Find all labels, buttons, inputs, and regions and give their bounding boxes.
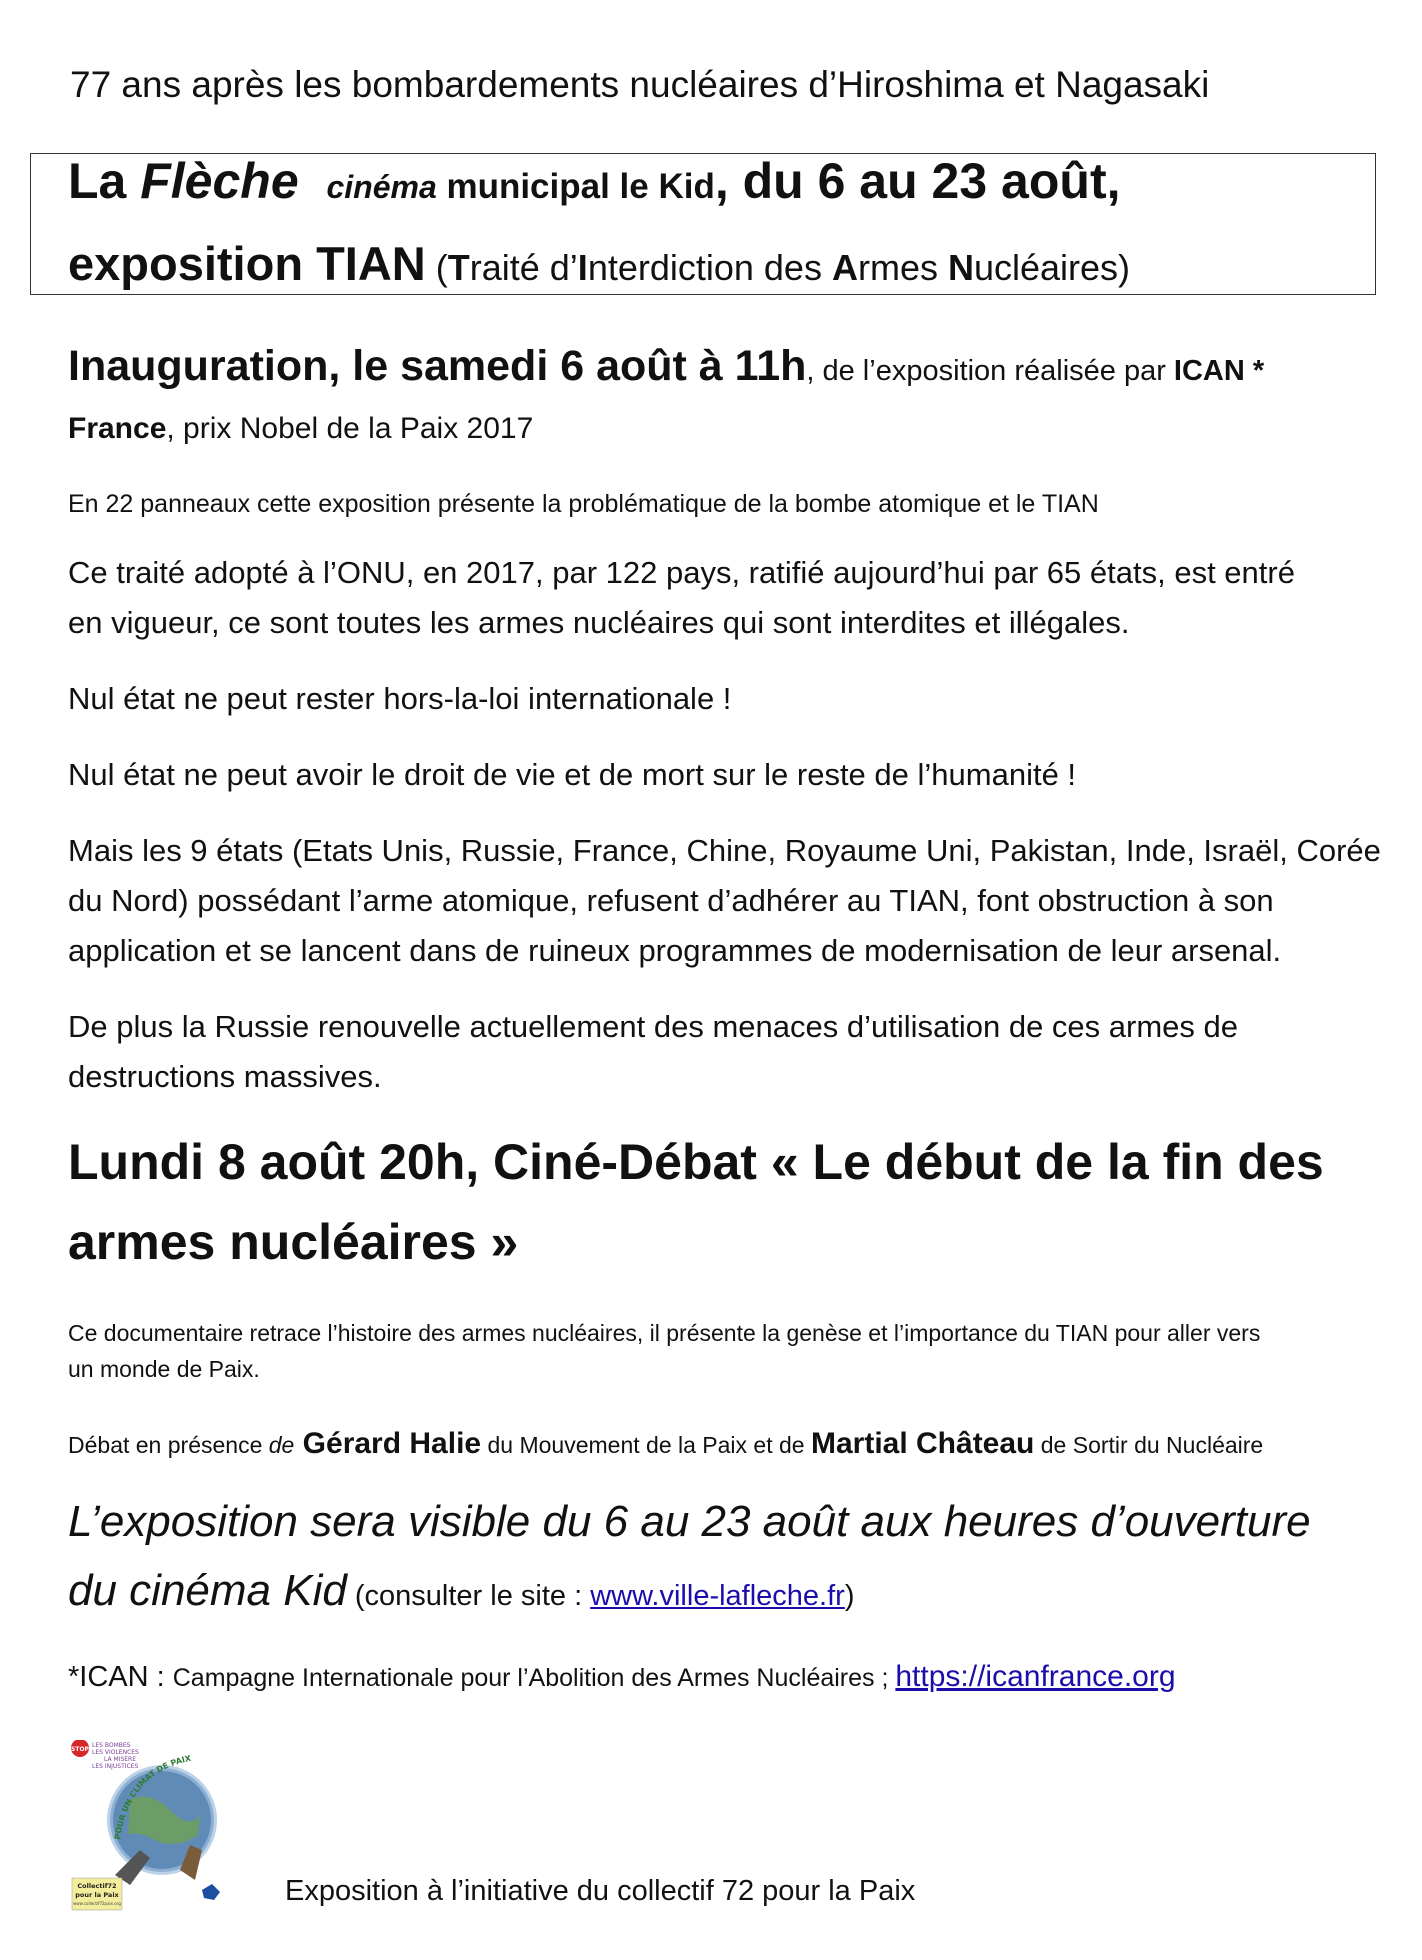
town-la: La — [68, 153, 141, 209]
paragraph-treaty-2: en vigueur, ce sont toutes les armes nucléaires qui sont interdites et illégales. — [68, 605, 1130, 640]
cinema-rest: municipal le Kid — [436, 167, 715, 206]
paragraph-treaty-1: Ce traité adopté à l’ONU, en 2017, par 122 pays, ratifié aujourd’hui par 65 états, est entré — [68, 555, 1295, 590]
icanfrance-link[interactable]: https://icanfrance.org — [895, 1660, 1176, 1693]
town-fleche: Flèche — [140, 153, 299, 209]
logo-arc-text: POUR UN CLIMAT DE PAIX — [113, 1753, 192, 1841]
ville-lafleche-link[interactable]: www.ville-lafleche.fr — [590, 1580, 845, 1612]
inauguration-rest: , de l’exposition réalisée par ICAN * — [806, 355, 1265, 387]
paragraph-panels: En 22 panneaux cette exposition présente la problématique de la bombe atomique et le TIAN — [68, 490, 1099, 518]
logo-url-text: www.collectif72paix.org — [73, 1901, 121, 1906]
consult-text: (consulter le site : — [346, 1580, 591, 1612]
speaker-martial-chateau: Martial Château — [810, 1427, 1035, 1460]
exposition-line — [68, 236, 1130, 291]
documentary-text-2: un monde de Paix. — [68, 1356, 260, 1382]
consult-close: ) — [844, 1580, 855, 1612]
ican-description: Campagne Internationale pour l’Abolition des Armes Nucléaires ; — [172, 1664, 896, 1692]
debate-intro: Débat en présence — [68, 1432, 269, 1458]
logo-text-1: LES BOMBES — [92, 1742, 131, 1749]
debate-de: de — [268, 1432, 295, 1458]
prix-nobel: , prix Nobel de la Paix 2017 — [166, 412, 534, 445]
paragraph-nul-1: Nul état ne peut rester hors-la-loi internationale ! — [68, 681, 732, 716]
collectif72-logo — [70, 1740, 226, 1912]
tian-expansion: (Traité d’Interdiction des Armes Nucléaires) — [425, 247, 1131, 288]
inauguration-line — [68, 342, 1264, 391]
ican-label: *ICAN : — [68, 1661, 173, 1693]
cine-debat-title-2: armes nucléaires » — [68, 1214, 519, 1270]
documentary-text-1: Ce documentaire retrace l’histoire des armes nucléaires, il présente la genèse et l’importance du TIAN pour aller vers — [68, 1320, 1261, 1346]
visibility-line-2 — [68, 1566, 855, 1616]
logo-text-2: LES VIOLENCES — [92, 1749, 139, 1756]
logo-stop-text: STOP — [71, 1746, 89, 1753]
france-word: France — [68, 412, 167, 445]
inauguration-line-2 — [68, 412, 533, 446]
inauguration-title: Inauguration, le samedi 6 août à 11h — [68, 342, 807, 390]
france-map-icon — [202, 1884, 220, 1900]
logo-text-4: LES INJUSTICES — [92, 1763, 139, 1770]
exposition-label: exposition TIAN — [68, 237, 426, 290]
page-header: 77 ans après les bombardements nucléaires d’Hiroshima et Nagasaki — [70, 64, 1210, 105]
paragraph-mais-2: du Nord) possédant l’arme atomique, refusent d’adhérer au TIAN, font obstruction à son — [68, 883, 1274, 918]
debate-middle: du Mouvement de la Paix et de — [481, 1432, 811, 1458]
visibility-line-1: L’exposition sera visible du 6 au 23 août aux heures d’ouverture — [68, 1497, 1311, 1546]
cinema-word: cinéma — [326, 169, 437, 205]
cine-debat-title-1: Lundi 8 août 20h, Ciné-Débat « Le début de la fin des — [68, 1134, 1324, 1190]
speaker-gerard-halie: Gérard Halie — [294, 1427, 482, 1460]
paragraph-mais-1: Mais les 9 états (Etats Unis, Russie, France, Chine, Royaume Uni, Pakistan, Inde, Israël, Corée — [68, 833, 1381, 868]
paragraph-mais-3: application et se lancent dans de ruineux programmes de modernisation de leur arsenal. — [68, 933, 1282, 968]
footer-initiative: Exposition à l’initiative du collectif 72 pour la Paix — [285, 1875, 916, 1907]
logo-collectif-text: Collectif72 — [77, 1882, 117, 1890]
event-dates: , du 6 au 23 août, — [714, 153, 1121, 209]
debate-line — [68, 1427, 1263, 1461]
paragraph-russie-2: destructions massives. — [68, 1059, 382, 1094]
cinema-kid: du cinéma Kid — [68, 1566, 347, 1615]
paragraph-russie-1: De plus la Russie renouvelle actuellement des menaces d’utilisation de ces armes de — [68, 1009, 1239, 1044]
paragraph-nul-2: Nul état ne peut avoir le droit de vie et de mort sur le reste de l’humanité ! — [68, 757, 1077, 792]
logo-text-3: LA MISÈRE — [104, 1756, 136, 1763]
logo-paix-text: pour la Paix — [75, 1891, 119, 1899]
ican-note — [68, 1660, 1176, 1694]
event-location-line — [68, 152, 1120, 210]
debate-end: de Sortir du Nucléaire — [1034, 1432, 1264, 1458]
